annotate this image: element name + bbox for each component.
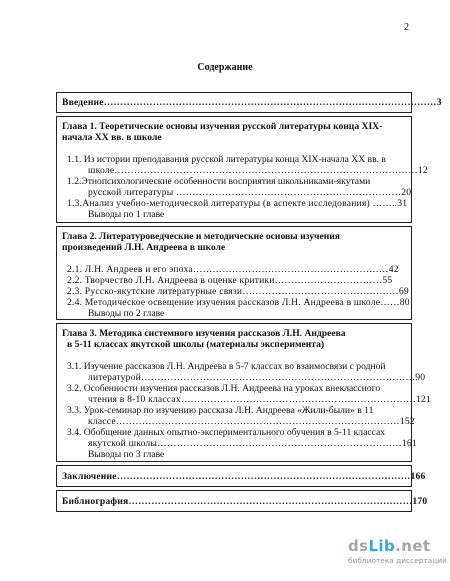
toc-item-3-1: 3.1. Изучение рассказов Л.Н. Андреева в 5-7 классах во взаимосвязи с родной [67, 361, 386, 372]
chapter2-conclusions: Выводы по 2 главе [88, 308, 165, 319]
toc-chapter2-box [56, 226, 412, 320]
toc-item-3-3: 3.3. Урок-семинар по изучению рассказа Л.Н. Андреева «Жили-были» в 11 [67, 405, 374, 416]
chapter1-heading: Глава 1. Теоретические основы изучения русской литературы конца XIX- [62, 121, 383, 132]
chapter1-heading-cont: начала XX вв. в школе [62, 132, 162, 143]
toc-chapter3-box [56, 323, 431, 462]
toc-item-1-2: 1.2.Этнопсихологические особенности восприятия школьниками-якутами [67, 176, 371, 187]
toc-item-3-4: 3.4. Обобщение данных опытно-экспериментального обучения в 5-11 классах [67, 427, 386, 438]
toc-item-3-3-cont: классе……………………………………………………………………………152 [88, 416, 415, 427]
chapter3-conclusions: Выводы по 3 главе [88, 449, 165, 460]
toc-item-1-3: 1.3.Анализ учебно-методической литературы (в аспекте исследования) ……..31 [67, 198, 408, 209]
toc-item-1-1: 1.1. Из истории преподавания русской литературы конца XIX-начала XX вв. в [67, 154, 386, 165]
toc-item-3-4-cont: якутской школы…………………………………………………………………161 [88, 438, 417, 449]
page-title: Содержание [197, 62, 253, 73]
toc-item-1-1-cont: школе…………………………………………………………………………………12 [88, 165, 428, 176]
dslib-logo: dsLib.net [348, 537, 431, 555]
chapter1-conclusions: Выводы по 1 главе [88, 209, 165, 220]
toc-bibliography: Библиография……………………………………………………………………………170 [62, 496, 428, 507]
page-number: 2 [404, 22, 409, 33]
toc-conclusion: Заключение………………………………………………………………………………166 [62, 471, 426, 482]
toc-item-2-3: 2.3. Русско-якутские литературные связи…………………………………………69 [67, 286, 409, 297]
chapter3-heading: Глава 3. Методика системного изучения рассказов Л.Н. Андреева [62, 328, 346, 339]
toc-item-3-1-cont: литературой…………………………………………………………………………90 [88, 372, 426, 383]
toc-chapter1-box [56, 116, 428, 223]
toc-item-1-2-cont: русской литературы ……………………………………………………………20 [88, 187, 412, 198]
toc-intro: Введение…………………………………………………………………………………………3 [62, 97, 442, 108]
toc-conclusion-box [56, 465, 426, 487]
dslib-subtitle: библиотека диссертаций [348, 556, 447, 565]
chapter3-heading-cont: в 5-11 классах якутской школы (материалы эксперимента) [67, 339, 325, 350]
dslib-watermark [348, 537, 448, 577]
toc-item-2-4: 2.4. Методическое освещение изучения рассказов Л.Н. Андреева в школе……80 [67, 297, 410, 308]
toc-item-2-1: 2.1. Л.Н. Андреев и его эпоха……………………………………………………42 [67, 264, 399, 275]
toc-item-3-2-cont: чтения в 8-10 классах………………………………………………………………121 [88, 394, 431, 405]
toc-bibliography-box [56, 490, 428, 512]
toc-intro-box [56, 92, 442, 113]
chapter2-heading: Глава 2. Литературоведческие и методические основы изучения [62, 231, 340, 242]
toc-item-3-2: 3.2. Особенности изучения рассказов Л.Н. Андреева на уроках внеклассного [67, 383, 381, 394]
chapter2-heading-cont: произведений Л.Н. Андреева в школе [62, 242, 226, 253]
toc-item-2-2: 2.2. Творчество Л.Н. Андреева в оценке критики……………………………55 [67, 275, 393, 286]
